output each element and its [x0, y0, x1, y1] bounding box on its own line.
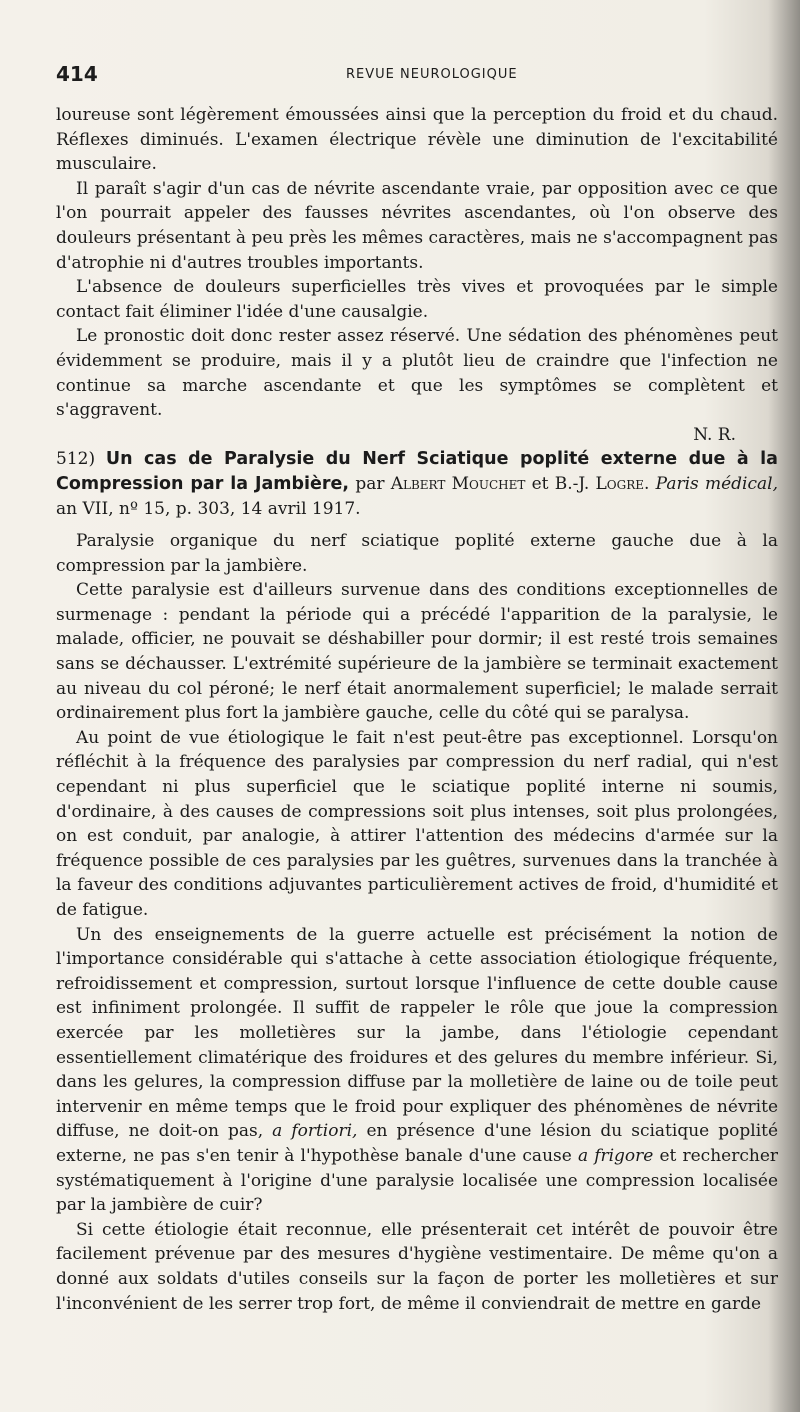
entry-number: 512) [56, 449, 96, 470]
paragraph: Au point de vue étiologique le fait n'est peut-être pas exceptionnel. Lorsqu'on réfléchit à la fréquence des paralysies par compression du nerf radial, qui n'est cependant ni plus superficiel que le sciatique poplité interne ni soumis, d'ordinaire, à des causes de compressions soit plus intenses, soit plus prolongées, on est conduit, par analogie, à attirer l'attention des médecins d'armée sur la fréquence possible de ces paralysies par les guêtres, survenues dans la tranchée à la faveur des conditions adjuvantes particulièrement actives de froid, d'humidité et de fatigue. [56, 727, 778, 920]
entry-journal: Paris médical, [655, 473, 778, 494]
page-header [56, 62, 778, 86]
paragraph: Il paraît s'agir d'un cas de névrite ascendante vraie, par opposition avec ce que l'on pourrait appeler des fausses névrites ascendantes, où l'on observe des douleurs présentant à peu près les mêmes caractères, mais ne s'accompagnent pas d'atrophie ni d'autres troubles importants. [56, 178, 778, 273]
entry-et: et [531, 473, 549, 494]
paragraph [56, 923, 778, 1218]
paragraph: Si cette étiologie était reconnue, elle présenterait cet intérêt de pouvoir être facilement prévenue par des mesures d'hygiène vestimentaire. De même qu'on a donné aux soldats d'utiles conseils sur la façon de porter les molletières et sur l'inconvénient de les serrer trop fort, de même il conviendrait de mettre en garde [56, 1219, 778, 1314]
page-number: 414 [56, 62, 98, 86]
signature: N. R. [693, 424, 736, 445]
entry-author: Albert Mouchet [390, 473, 526, 494]
page-body [56, 103, 778, 1316]
paragraph: Cette paralysie est d'ailleurs survenue dans des conditions exceptionnelles de surmenage : pendant la période qui a précédé l'apparition de la paralysie, le malade, officier, ne pouvait se déshabiller pour dormir; il est resté trois semaines sans se déchausser. L'extrémité supérieure de la jambière se terminait exactement au niveau du col péroné; le nerf était anormalement superficiel; le malade serrait ordinairement plus fort la jambière gauche, celle du côté qui se paralysa. [56, 580, 778, 724]
bibliographic-entry [56, 447, 778, 521]
entry-author: B.-J. Logre. [554, 473, 650, 494]
text-run: Un des enseignements de la guerre actuelle est précisément la notion de l'importance considérable qui s'attache à cette association étiologique fréquente, refroidissement et compression, surtout lorsque l'influence de cette double cause est infiniment prolongée. Il suffit de rappeler le rôle que joue la compression exercée par les molletières sur la jambe, dans l'étiologie cependant essentiellement climatérique des froidures et des gelures du membre inférieur. Si, dans les gelures, la compression diffuse par la molletière de laine ou de toile peut intervenir en même temps que le froid pour expliquer des phénomènes de névrite diffuse, ne doit-on pas, [56, 924, 778, 1142]
paragraph: loureuse sont légèrement émoussées ainsi que la perception du froid et du chaud. Réflexes diminués. L'examen électrique révèle une diminution de l'excitabilité musculaire. [56, 105, 778, 175]
paragraph: Paralysie organique du nerf sciatique poplité externe gauche due à la compression par la jambière. [56, 531, 778, 576]
entry-par: par [355, 473, 385, 494]
italic-text: a frigore [577, 1145, 654, 1166]
paragraph: Le pronostic doit donc rester assez réservé. Une sédation des phénomènes peut évidemment se produire, mais il y a plutôt lieu de craindre que l'infection ne continue sa marche ascendante et que les symptômes se complètent et s'aggravent. [56, 326, 778, 421]
text-run: en présence d'une lésion du sciatique poplité externe, ne pas s'en tenir à l'hypothèse banale d'une cause [56, 1121, 779, 1166]
entry-title: Un cas de Paralysie du Nerf Sciatique poplité externe due à la Compression par la Jambière, [56, 449, 778, 494]
italic-text: a fortiori, [272, 1121, 358, 1142]
paragraph: L'absence de douleurs superficielles très vives et provoquées par le simple contact fait éliminer l'idée d'une causalgie. [56, 277, 778, 322]
text-run: et rechercher systématiquement à l'origine d'une paralysie localisée une compression localisée par la jambière de cuir? [56, 1145, 779, 1216]
running-title: REVUE NEUROLOGIQUE [346, 67, 518, 82]
entry-citation: an VII, nº 15, p. 303, 14 avril 1917. [56, 498, 361, 519]
